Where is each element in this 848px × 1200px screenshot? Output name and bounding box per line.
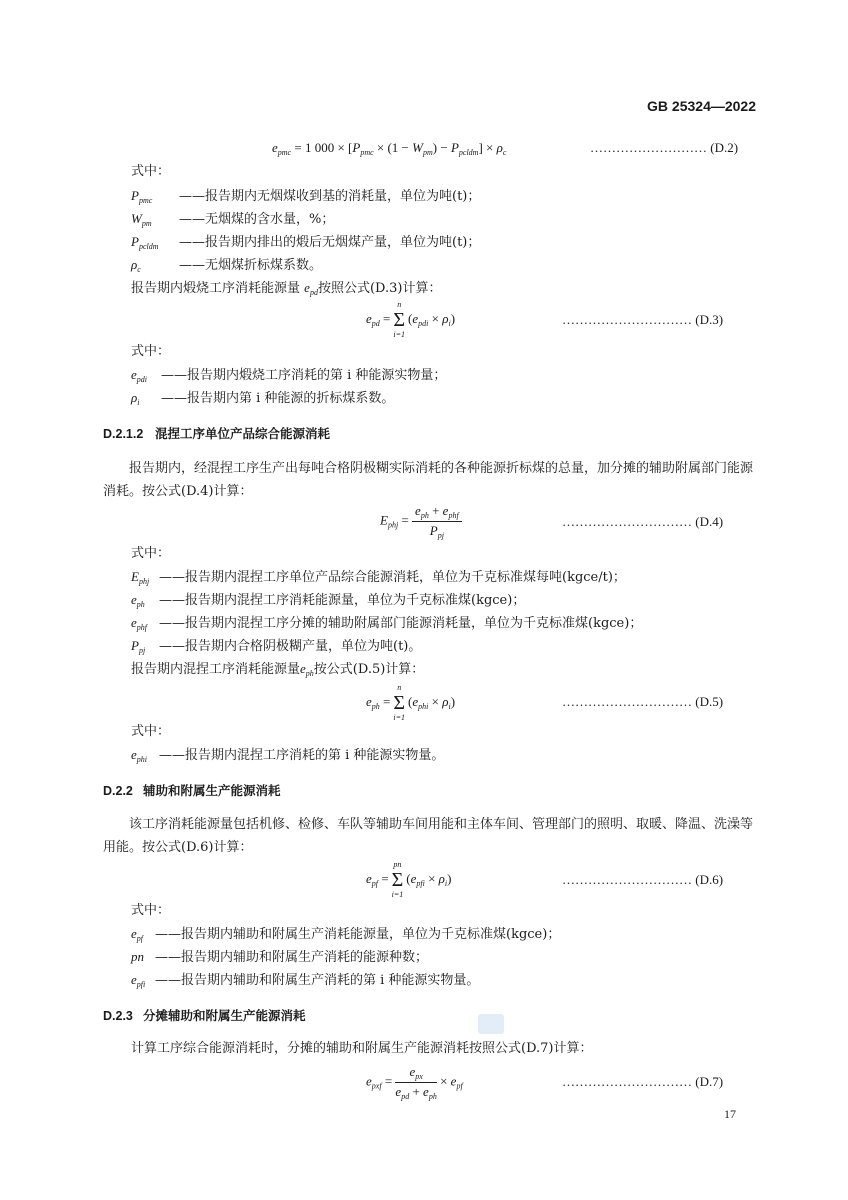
definition-row: $e_{pf}$ ——报告期内辅助和附属生产消耗能源量，单位为千克标准煤(kgce)；	[131, 926, 561, 943]
shizhong-label: 式中：	[131, 546, 171, 561]
definition-row: $\rho_c$ ——无烟煤折标煤系数。	[131, 257, 323, 274]
equation-d2: $e_{pmc} = 1$ $000 \times [P_{pmc} \times (1 - W_{pm}) - P_{pcldm}] \times \rho_c$	[272, 140, 507, 157]
definition-row: $P_{pmc}$ ——报告期内无烟煤收到基的消耗量，单位为吨(t)；	[131, 188, 481, 205]
definition-row: $\rho_i$ ——报告期内第 i 种能源的折标煤系数。	[131, 390, 395, 407]
paragraph-line: 报告期内混捏工序消耗能源量$e_{ph}$按公式(D.5)计算：	[131, 661, 425, 678]
section-heading: D.2.2 辅助和附属生产能源消耗	[103, 784, 281, 798]
section-heading: D.2.1.2 混捏工序单位产品综合能源消耗	[103, 427, 331, 441]
equation-d4-number: ………………………… (D.4)	[562, 514, 724, 529]
watermark-logo	[478, 1014, 504, 1034]
paragraph: 该工序消耗能源量包括机修、检修、车队等辅助车间用能和主体车间、管理部门的照明、取暖、降温、洗澡等用能。按公式(D.6)计算：	[103, 817, 754, 855]
shizhong-label: 式中：	[131, 903, 171, 918]
equation-d7: $e_{pxf}$ = $\frac{e_{px}}{e_{pd} + e_{ph}}$ × $e_{pf}$	[366, 1064, 463, 1101]
equation-d6-number: ………………………… (D.6)	[562, 872, 724, 887]
equation-d4: $E_{phj}$ = $\frac{e_{ph} + e_{phf}}{P_{pj}}$	[380, 503, 462, 540]
equation-d3: $e_{pd}$ = n Σ i=1 $(e_{pdi} \times \rho_i)$	[366, 300, 456, 339]
definition-row: $e_{phi}$ ——报告期内混捏工序消耗的第 i 种能源实物量。	[131, 747, 445, 764]
document-code: GB 25324—2022	[647, 98, 756, 114]
paragraph-line: 报告期内煅烧工序消耗能源量 $e_{pd}$按照公式(D.3)计算：	[131, 280, 442, 297]
shizhong-label: 式中：	[131, 344, 171, 359]
definition-row: $P_{pj}$ ——报告期内合格阴极糊产量，单位为吨(t)。	[131, 638, 422, 655]
definition-row: $e_{ph}$ ——报告期内混捏工序消耗能源量，单位为千克标准煤(kgce)；	[131, 592, 526, 609]
shizhong-label: 式中：	[131, 164, 171, 179]
section-heading: D.2.3 分摊辅助和附属生产能源消耗	[103, 1009, 306, 1023]
definition-row: $P_{pcldm}$ ——报告期内排出的煅后无烟煤产量，单位为吨(t)；	[131, 234, 481, 251]
paragraph: 计算工序综合能源消耗时，分摊的辅助和附属生产能源消耗按照公式(D.7)计算：	[131, 1041, 593, 1056]
definition-row: pn ——报告期内辅助和附属生产消耗的能源种数；	[131, 949, 429, 965]
equation-d2-number: ……………………… (D.2)	[590, 140, 739, 155]
definition-row: $e_{pdi}$ ——报告期内煅烧工序消耗的第 i 种能源实物量；	[131, 367, 447, 384]
equation-d6: $e_{pf}$ = pn Σ i=1 $(e_{pfi} \times \rho_i)$	[366, 860, 452, 899]
paragraph: 报告期内，经混捏工序生产出每吨合格阴极糊实际消耗的各种能源折标煤的总量，加分摊的辅助附属部门能源消耗。按公式(D.4)计算：	[103, 461, 754, 499]
page-number: 17	[724, 1107, 736, 1121]
definition-row: $e_{phf}$ ——报告期内混捏工序分摊的辅助附属部门能源消耗量，单位为千克标准煤(kgce)；	[131, 615, 643, 632]
shizhong-label: 式中：	[131, 724, 171, 739]
equation-d5-number: ………………………… (D.5)	[562, 694, 724, 709]
equation-d5: $e_{ph}$ = n Σ i=1 $(e_{phi} \times \rho_i)$	[366, 683, 456, 722]
definition-row: $W_{pm}$ ——无烟煤的含水量，%；	[131, 211, 335, 228]
equation-d3-number: ………………………… (D.3)	[562, 312, 724, 327]
equation-d7-number: ………………………… (D.7)	[562, 1074, 724, 1089]
definition-row: $e_{pfi}$ ——报告期内辅助和附属生产消耗的第 i 种能源实物量。	[131, 972, 480, 989]
definition-row: $E_{phj}$ ——报告期内混捏工序单位产品综合能源消耗，单位为千克标准煤每吨(kgce/t)；	[131, 569, 626, 586]
